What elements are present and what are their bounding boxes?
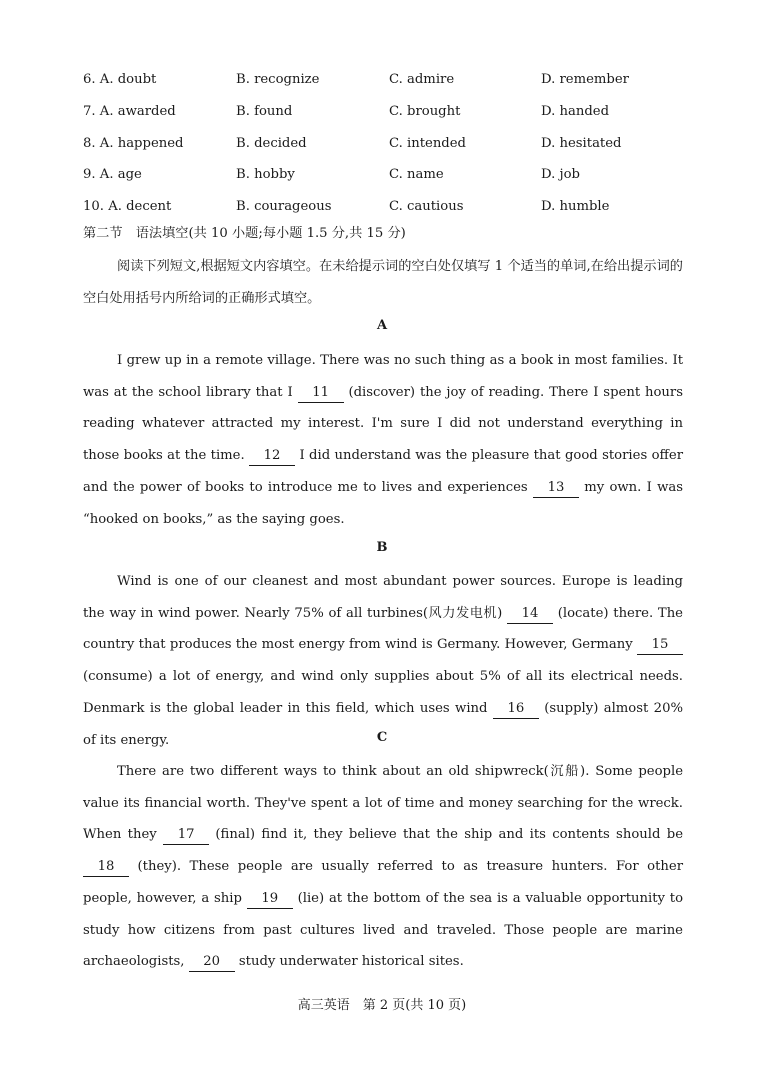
- passage-text: There are two different ways to think about an old shipwreck(沉船). Some people value its financial worth. They've spent a lot of time and money searching for the wreck. When they: [83, 764, 683, 843]
- blank-17: 17: [163, 826, 209, 845]
- option-b: B. recognize: [236, 72, 320, 88]
- option-a-text: A. happened: [99, 135, 184, 151]
- option-c: C. name: [389, 167, 444, 183]
- passage-text: I did understand was the pleasure that good stories offer and the power of books to introduce me to lives and experiences: [83, 448, 684, 495]
- passage-c-text: [83, 756, 683, 978]
- passage-text: my own. I was “hooked on books,” as the saying goes.: [83, 479, 684, 527]
- passage-text: (supply) almost 20% of its energy.: [83, 700, 683, 748]
- option-a: [83, 136, 236, 151]
- section-directions: [83, 251, 683, 314]
- option-b: B. decided: [236, 135, 307, 151]
- page-footer: 高三英语 第 2 页(共 10 页): [297, 998, 467, 1013]
- option-a-text: A. decent: [108, 199, 172, 215]
- option-a-text: A. age: [99, 167, 142, 183]
- question-number: 9.: [83, 167, 96, 183]
- option-c: C. brought: [389, 104, 461, 120]
- passage-b: [83, 566, 683, 756]
- passage-a-label: A: [376, 318, 388, 333]
- blank-13: 13: [533, 479, 579, 498]
- answer-options-table: [83, 64, 683, 222]
- option-d: D. humble: [541, 199, 610, 215]
- option-b: B. courageous: [236, 199, 332, 215]
- passage-text: (discover) the joy of reading. There I spent hours reading whatever attracted my interest. I'm sure I did not understand everything in those books at the time.: [83, 384, 683, 464]
- option-d: D. hesitated: [541, 135, 622, 151]
- option-c: C. admire: [389, 72, 455, 88]
- option-a: [83, 199, 236, 214]
- section-title: 第二节 语法填空(共 10 小题;每小题 1.5 分,共 15 分): [83, 226, 406, 241]
- passage-c-label: C: [376, 730, 388, 745]
- option-b: B. found: [236, 104, 293, 120]
- passage-a-text: [83, 345, 683, 535]
- option-row: [83, 191, 683, 223]
- option-a: [83, 104, 236, 119]
- passage-a: [83, 345, 683, 535]
- blank-16: 16: [493, 700, 539, 719]
- blank-19: 19: [247, 890, 293, 909]
- option-a: [83, 72, 236, 87]
- option-row: [83, 159, 683, 191]
- option-row: [83, 64, 683, 96]
- passage-b-text: [83, 566, 683, 756]
- option-c: C. intended: [389, 135, 466, 151]
- option-d: D. job: [541, 167, 580, 183]
- directions-text: 阅读下列短文,根据短文内容填空。在未给提示词的空白处仅填写 1 个适当的单词,在给出提示词的空白处用括号内所给词的正确形式填空。: [83, 259, 683, 306]
- passage-text: (final) find it, they believe that the ship and its contents should be: [209, 827, 683, 843]
- passage-text: (they). These people are usually referred to as treasure hunters. For other people, however, a ship: [83, 859, 683, 906]
- passage-b-label: B: [376, 540, 388, 555]
- option-a-text: A. awarded: [99, 104, 176, 120]
- blank-14: 14: [507, 605, 553, 624]
- option-d: D. remember: [541, 72, 629, 88]
- blank-15: 15: [637, 636, 683, 655]
- blank-18: 18: [83, 858, 129, 877]
- passage-text: study underwater historical sites.: [234, 954, 464, 970]
- question-number: 8.: [83, 135, 96, 151]
- option-row: [83, 127, 683, 159]
- passage-text: (consume) a lot of energy, and wind only supplies about 5% of all its electrical needs. Denmark is the global leader in this field, which uses wind: [83, 669, 683, 716]
- option-c: C. cautious: [389, 199, 464, 215]
- option-d: D. handed: [541, 104, 610, 120]
- blank-11: 11: [298, 384, 344, 403]
- passage-text: (locate) there. The country that produces the most energy from wind is Germany. However, Germany: [83, 605, 683, 653]
- question-number: 10.: [83, 199, 104, 215]
- question-number: 6.: [83, 72, 96, 88]
- option-a-text: A. doubt: [99, 72, 157, 88]
- passage-c: [83, 756, 683, 978]
- option-a: [83, 167, 236, 182]
- passage-text: Wind is one of our cleanest and most abundant power sources. Europe is leading the way in wind power. Nearly 75% of all turbines(风力发电机): [83, 574, 683, 621]
- question-number: 7.: [83, 104, 96, 120]
- option-b: B. hobby: [236, 167, 295, 183]
- blank-12: 12: [249, 447, 295, 466]
- option-row: [83, 96, 683, 128]
- passage-text: I grew up in a remote village. There was no such thing as a book in most families. It was at the school library that I: [83, 353, 683, 400]
- passage-text: (lie) at the bottom of the sea is a valuable opportunity to study how citizens from past cultures lived and traveled. Those people are marine archaeologists,: [83, 890, 684, 970]
- blank-20: 20: [189, 953, 235, 972]
